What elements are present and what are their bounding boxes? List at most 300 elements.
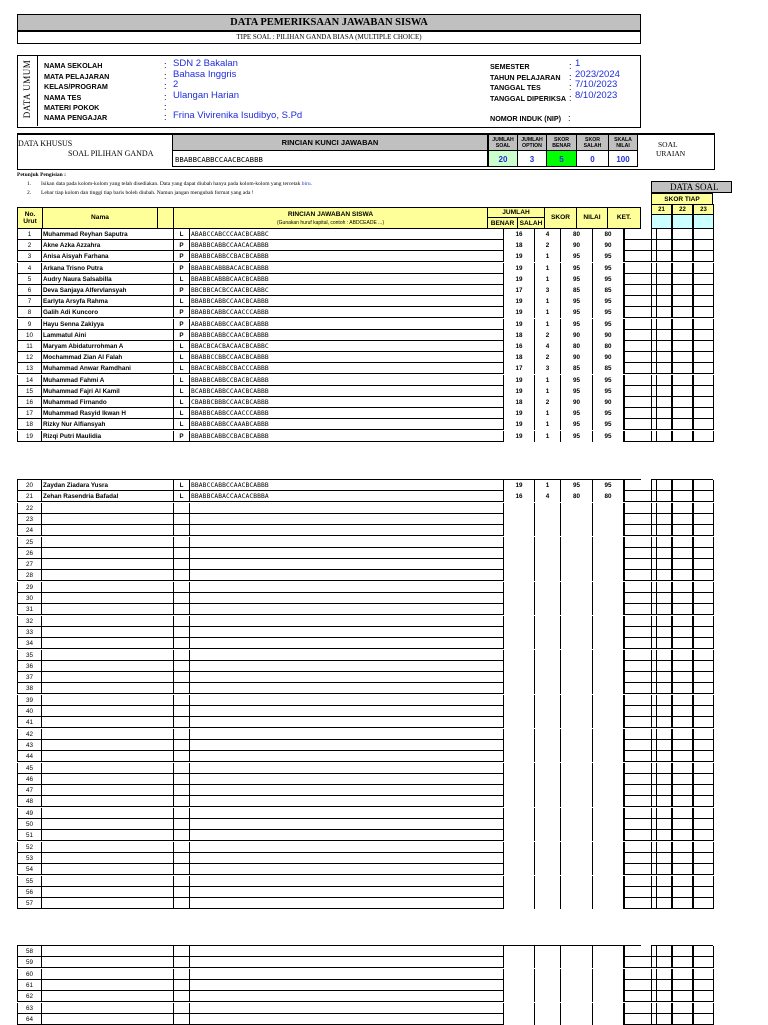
uraian-score-cell[interactable] bbox=[651, 419, 672, 430]
student-answers[interactable]: BBCBBCACBCCAACBCABBC bbox=[190, 285, 504, 296]
uraian-score-cell[interactable] bbox=[693, 661, 714, 672]
student-name[interactable]: Rizqi Putri Maulidia bbox=[42, 431, 174, 442]
uraian-score-cell[interactable] bbox=[693, 991, 714, 1002]
student-name[interactable]: Galih Adi Kuncoro bbox=[42, 307, 174, 318]
uraian-score-cell[interactable] bbox=[693, 397, 714, 408]
student-answers[interactable] bbox=[190, 808, 504, 819]
uraian-score-cell[interactable] bbox=[651, 898, 672, 909]
uraian-score-cell[interactable] bbox=[672, 419, 693, 430]
student-gender[interactable] bbox=[174, 514, 190, 525]
student-gender[interactable] bbox=[174, 946, 190, 957]
student-answers[interactable]: BBABBCABBCCBACBCABBB bbox=[190, 251, 504, 262]
uraian-score-cell[interactable] bbox=[672, 593, 693, 604]
student-gender[interactable]: L bbox=[174, 375, 190, 386]
uraian-score-cell[interactable] bbox=[651, 307, 672, 318]
uraian-score-cell[interactable] bbox=[672, 946, 693, 957]
uraian-score-cell[interactable] bbox=[693, 548, 714, 559]
uraian-score-cell[interactable] bbox=[672, 307, 693, 318]
student-gender[interactable]: L bbox=[174, 341, 190, 352]
uraian-score-cell[interactable] bbox=[672, 991, 693, 1002]
uraian-score-cell[interactable] bbox=[651, 514, 672, 525]
uraian-score-cell[interactable] bbox=[672, 480, 693, 491]
student-name[interactable] bbox=[42, 706, 174, 717]
student-answers[interactable] bbox=[190, 980, 504, 991]
student-name[interactable] bbox=[42, 991, 174, 1002]
student-gender[interactable] bbox=[174, 740, 190, 751]
uraian-score-cell[interactable] bbox=[651, 375, 672, 386]
uraian-score-cell[interactable] bbox=[693, 695, 714, 706]
student-gender[interactable] bbox=[174, 887, 190, 898]
uraian-score-cell[interactable] bbox=[651, 1003, 672, 1014]
student-name[interactable] bbox=[42, 627, 174, 638]
student-name[interactable] bbox=[42, 946, 174, 957]
uraian-score-cell[interactable] bbox=[672, 819, 693, 830]
student-gender[interactable] bbox=[174, 808, 190, 819]
student-name[interactable] bbox=[42, 1014, 174, 1025]
student-answers[interactable]: ABABBCABBCCAACBCABBB bbox=[190, 319, 504, 330]
uraian-score-cell[interactable] bbox=[693, 330, 714, 341]
uraian-score-cell[interactable] bbox=[651, 363, 672, 374]
student-gender[interactable] bbox=[174, 853, 190, 864]
uraian-score-cell[interactable] bbox=[651, 717, 672, 728]
student-answers[interactable] bbox=[190, 957, 504, 968]
uraian-score-cell[interactable] bbox=[672, 604, 693, 615]
uraian-score-cell[interactable] bbox=[672, 706, 693, 717]
student-answers[interactable]: CBABBCBBBCCAACBCABBB bbox=[190, 397, 504, 408]
uraian-score-cell[interactable] bbox=[693, 751, 714, 762]
student-answers[interactable]: BBABBCABACCAACACBBBA bbox=[190, 491, 504, 502]
uraian-score-cell[interactable] bbox=[693, 876, 714, 887]
khusus-col-value[interactable]: 0 bbox=[576, 150, 609, 167]
uraian-score-cell[interactable] bbox=[651, 957, 672, 968]
uraian-score-cell[interactable] bbox=[693, 341, 714, 352]
uraian-score-cell[interactable] bbox=[651, 548, 672, 559]
student-answers[interactable] bbox=[190, 627, 504, 638]
uraian-score-cell[interactable] bbox=[651, 274, 672, 285]
student-gender[interactable]: P bbox=[174, 330, 190, 341]
uraian-score-cell[interactable] bbox=[672, 1014, 693, 1025]
student-gender[interactable]: P bbox=[174, 251, 190, 262]
uraian-score-cell[interactable] bbox=[693, 296, 714, 307]
uraian-score-cell[interactable] bbox=[693, 819, 714, 830]
uraian-score-cell[interactable] bbox=[693, 887, 714, 898]
uraian-score-cell[interactable] bbox=[693, 853, 714, 864]
uraian-score-cell[interactable] bbox=[651, 864, 672, 875]
uraian-score-cell[interactable] bbox=[651, 503, 672, 514]
uraian-score-cell[interactable] bbox=[693, 969, 714, 980]
uraian-score-cell[interactable] bbox=[651, 525, 672, 536]
student-name[interactable]: Maryam Abidaturrohman A bbox=[42, 341, 174, 352]
uraian-score-cell[interactable] bbox=[693, 559, 714, 570]
student-gender[interactable] bbox=[174, 898, 190, 909]
student-name[interactable] bbox=[42, 808, 174, 819]
student-name[interactable]: Muhammad Firnando bbox=[42, 397, 174, 408]
uraian-score-cell[interactable] bbox=[651, 808, 672, 819]
uraian-score-cell[interactable] bbox=[651, 830, 672, 841]
student-gender[interactable]: P bbox=[174, 307, 190, 318]
student-answers[interactable]: BBABBCCBBCCAACBCABBB bbox=[190, 352, 504, 363]
uraian-score-cell[interactable] bbox=[672, 616, 693, 627]
student-name[interactable] bbox=[42, 842, 174, 853]
uraian-score-cell[interactable] bbox=[672, 274, 693, 285]
uraian-score-cell[interactable] bbox=[693, 491, 714, 502]
student-name[interactable] bbox=[42, 672, 174, 683]
student-answers[interactable] bbox=[190, 991, 504, 1002]
uraian-score-cell[interactable] bbox=[651, 319, 672, 330]
uraian-score-cell[interactable] bbox=[693, 431, 714, 442]
student-answers[interactable] bbox=[190, 706, 504, 717]
student-gender[interactable]: P bbox=[174, 431, 190, 442]
uraian-score-cell[interactable] bbox=[693, 830, 714, 841]
student-name[interactable]: Anisa Aisyah Farhana bbox=[42, 251, 174, 262]
uraian-score-cell[interactable] bbox=[672, 263, 693, 274]
uraian-score-cell[interactable] bbox=[693, 408, 714, 419]
student-answers[interactable] bbox=[190, 548, 504, 559]
student-answers[interactable] bbox=[190, 774, 504, 785]
uraian-score-cell[interactable] bbox=[672, 751, 693, 762]
student-answers[interactable] bbox=[190, 1014, 504, 1025]
uraian-score-cell[interactable] bbox=[693, 980, 714, 991]
khusus-col-value[interactable]: 100 bbox=[608, 150, 638, 167]
student-name[interactable]: Muhammad Fajri Al Kamil bbox=[42, 386, 174, 397]
uraian-score-cell[interactable] bbox=[651, 627, 672, 638]
uraian-score-cell[interactable] bbox=[651, 672, 672, 683]
uraian-score-cell[interactable] bbox=[672, 386, 693, 397]
student-gender[interactable]: L bbox=[174, 480, 190, 491]
student-gender[interactable] bbox=[174, 1003, 190, 1014]
student-gender[interactable]: L bbox=[174, 274, 190, 285]
student-answers[interactable] bbox=[190, 672, 504, 683]
uraian-score-cell[interactable] bbox=[693, 480, 714, 491]
uraian-score-cell[interactable] bbox=[651, 480, 672, 491]
uraian-score-cell[interactable] bbox=[672, 503, 693, 514]
uraian-score-cell[interactable] bbox=[693, 593, 714, 604]
student-gender[interactable]: L bbox=[174, 386, 190, 397]
student-name[interactable] bbox=[42, 638, 174, 649]
uraian-score-cell[interactable] bbox=[672, 548, 693, 559]
uraian-score-cell[interactable] bbox=[651, 604, 672, 615]
uraian-score-cell[interactable] bbox=[672, 774, 693, 785]
student-gender[interactable] bbox=[174, 876, 190, 887]
uraian-score-cell[interactable] bbox=[672, 650, 693, 661]
student-gender[interactable] bbox=[174, 717, 190, 728]
uraian-score-cell[interactable] bbox=[693, 650, 714, 661]
uraian-score-cell[interactable] bbox=[693, 808, 714, 819]
student-answers[interactable] bbox=[190, 593, 504, 604]
student-gender[interactable]: L bbox=[174, 419, 190, 430]
uraian-score-cell[interactable] bbox=[672, 672, 693, 683]
uraian-score-cell[interactable] bbox=[651, 661, 672, 672]
uraian-score-cell[interactable] bbox=[672, 729, 693, 740]
umum-field-value[interactable]: Frina Vivirenika Isudibyo, S.Pd bbox=[173, 110, 303, 121]
student-answers[interactable]: BBABBCABBCCAACBCABBB bbox=[190, 296, 504, 307]
student-answers[interactable] bbox=[190, 717, 504, 728]
student-answers[interactable]: BBABBCABBCCAACACABBB bbox=[190, 240, 504, 251]
uraian-score-cell[interactable] bbox=[693, 627, 714, 638]
student-gender[interactable] bbox=[174, 548, 190, 559]
student-name[interactable]: Audry Naura Salsabilla bbox=[42, 274, 174, 285]
uraian-score-cell[interactable] bbox=[693, 616, 714, 627]
student-answers[interactable]: BBACBCACBACAACBCABBC bbox=[190, 341, 504, 352]
umum-field-value[interactable]: 8/10/2023 bbox=[575, 90, 618, 101]
student-answers[interactable] bbox=[190, 525, 504, 536]
uraian-score-cell[interactable] bbox=[672, 683, 693, 694]
uraian-score-cell[interactable] bbox=[693, 796, 714, 807]
uraian-score-cell[interactable] bbox=[693, 763, 714, 774]
uraian-score-cell[interactable] bbox=[651, 740, 672, 751]
uraian-score-cell[interactable] bbox=[651, 980, 672, 991]
student-gender[interactable]: L bbox=[174, 296, 190, 307]
student-gender[interactable] bbox=[174, 969, 190, 980]
uraian-score-cell[interactable] bbox=[672, 661, 693, 672]
student-gender[interactable]: L bbox=[174, 229, 190, 240]
student-answers[interactable] bbox=[190, 604, 504, 615]
uraian-score-cell[interactable] bbox=[672, 853, 693, 864]
uraian-score-cell[interactable] bbox=[693, 375, 714, 386]
student-name[interactable] bbox=[42, 683, 174, 694]
uraian-score-cell[interactable] bbox=[651, 751, 672, 762]
student-name[interactable] bbox=[42, 830, 174, 841]
student-name[interactable] bbox=[42, 503, 174, 514]
uraian-score-cell[interactable] bbox=[672, 330, 693, 341]
student-name[interactable]: Muhammad Anwar Ramdhani bbox=[42, 363, 174, 374]
uraian-score-cell[interactable] bbox=[693, 683, 714, 694]
uraian-score-cell[interactable] bbox=[651, 285, 672, 296]
student-gender[interactable] bbox=[174, 763, 190, 774]
student-answers[interactable]: BCABBCABBCCAACBCABBB bbox=[190, 386, 504, 397]
student-gender[interactable] bbox=[174, 616, 190, 627]
student-gender[interactable] bbox=[174, 695, 190, 706]
uraian-score-cell[interactable] bbox=[672, 251, 693, 262]
uraian-score-cell[interactable] bbox=[651, 397, 672, 408]
student-gender[interactable] bbox=[174, 706, 190, 717]
umum-field-value[interactable]: 2023/2024 bbox=[575, 69, 620, 80]
uraian-score-cell[interactable] bbox=[693, 419, 714, 430]
uraian-score-cell[interactable] bbox=[693, 1014, 714, 1025]
kunci-jawaban-value[interactable]: BBABBCABBCCAACBCABBB bbox=[172, 150, 488, 167]
uraian-score-cell[interactable] bbox=[651, 593, 672, 604]
student-answers[interactable] bbox=[190, 946, 504, 957]
student-name[interactable] bbox=[42, 593, 174, 604]
student-answers[interactable] bbox=[190, 796, 504, 807]
uraian-score-cell[interactable] bbox=[672, 957, 693, 968]
uraian-score-cell[interactable] bbox=[651, 969, 672, 980]
student-name[interactable]: Akne Azka Azzahra bbox=[42, 240, 174, 251]
uraian-score-cell[interactable] bbox=[651, 229, 672, 240]
uraian-score-cell[interactable] bbox=[651, 570, 672, 581]
uraian-score-cell[interactable] bbox=[672, 887, 693, 898]
student-answers[interactable] bbox=[190, 887, 504, 898]
student-answers[interactable] bbox=[190, 559, 504, 570]
umum-field-value[interactable]: Ulangan Harian bbox=[173, 90, 240, 101]
uraian-score-cell[interactable] bbox=[693, 785, 714, 796]
student-gender[interactable]: P bbox=[174, 240, 190, 251]
uraian-score-cell[interactable] bbox=[672, 842, 693, 853]
uraian-score-cell[interactable] bbox=[651, 876, 672, 887]
uraian-score-cell[interactable] bbox=[651, 991, 672, 1002]
uraian-score-cell[interactable] bbox=[651, 785, 672, 796]
student-gender[interactable]: L bbox=[174, 397, 190, 408]
uraian-score-cell[interactable] bbox=[693, 740, 714, 751]
uraian-score-cell[interactable] bbox=[672, 717, 693, 728]
uraian-score-cell[interactable] bbox=[672, 352, 693, 363]
student-name[interactable]: Zaydan Ziadara Yusra bbox=[42, 480, 174, 491]
uraian-score-cell[interactable] bbox=[672, 695, 693, 706]
student-answers[interactable] bbox=[190, 785, 504, 796]
student-answers[interactable] bbox=[190, 763, 504, 774]
student-gender[interactable]: P bbox=[174, 263, 190, 274]
uraian-score-cell[interactable] bbox=[693, 525, 714, 536]
student-name[interactable] bbox=[42, 763, 174, 774]
student-gender[interactable]: P bbox=[174, 319, 190, 330]
uraian-score-cell[interactable] bbox=[651, 263, 672, 274]
student-name[interactable] bbox=[42, 729, 174, 740]
student-gender[interactable] bbox=[174, 1014, 190, 1025]
student-gender[interactable]: P bbox=[174, 285, 190, 296]
student-name[interactable] bbox=[42, 695, 174, 706]
uraian-score-cell[interactable] bbox=[672, 627, 693, 638]
student-gender[interactable] bbox=[174, 751, 190, 762]
student-gender[interactable] bbox=[174, 593, 190, 604]
student-gender[interactable] bbox=[174, 774, 190, 785]
student-gender[interactable] bbox=[174, 570, 190, 581]
uraian-score-cell[interactable] bbox=[651, 330, 672, 341]
uraian-score-cell[interactable] bbox=[651, 251, 672, 262]
student-gender[interactable] bbox=[174, 525, 190, 536]
student-gender[interactable] bbox=[174, 604, 190, 615]
uraian-score-cell[interactable] bbox=[672, 229, 693, 240]
student-name[interactable] bbox=[42, 1003, 174, 1014]
uraian-score-cell[interactable] bbox=[693, 842, 714, 853]
student-answers[interactable] bbox=[190, 740, 504, 751]
student-gender[interactable] bbox=[174, 582, 190, 593]
student-answers[interactable] bbox=[190, 842, 504, 853]
student-answers[interactable] bbox=[190, 969, 504, 980]
uraian-score-cell[interactable] bbox=[693, 274, 714, 285]
student-answers[interactable]: BBABBCABBCCAACBCABBB bbox=[190, 330, 504, 341]
uraian-score-cell[interactable] bbox=[651, 853, 672, 864]
student-name[interactable] bbox=[42, 537, 174, 548]
uraian-score-cell[interactable] bbox=[672, 785, 693, 796]
uraian-score-cell[interactable] bbox=[672, 582, 693, 593]
uraian-score-cell[interactable] bbox=[651, 408, 672, 419]
student-gender[interactable] bbox=[174, 819, 190, 830]
student-gender[interactable] bbox=[174, 537, 190, 548]
uraian-score-cell[interactable] bbox=[672, 491, 693, 502]
umum-field-value[interactable]: 7/10/2023 bbox=[575, 79, 618, 90]
student-answers[interactable]: ABABCCABCCCAACBCABBC bbox=[190, 229, 504, 240]
uraian-score-cell[interactable] bbox=[651, 616, 672, 627]
uraian-score-cell[interactable] bbox=[693, 240, 714, 251]
student-name[interactable] bbox=[42, 616, 174, 627]
student-gender[interactable] bbox=[174, 980, 190, 991]
uraian-score-cell[interactable] bbox=[693, 285, 714, 296]
student-answers[interactable]: BBACBCABBCCBACCCABBB bbox=[190, 363, 504, 374]
uraian-score-cell[interactable] bbox=[672, 638, 693, 649]
student-name[interactable] bbox=[42, 887, 174, 898]
uraian-score-cell[interactable] bbox=[651, 341, 672, 352]
student-name[interactable]: Deva Sanjaya Alfervlansyah bbox=[42, 285, 174, 296]
student-answers[interactable] bbox=[190, 830, 504, 841]
student-name[interactable] bbox=[42, 864, 174, 875]
student-answers[interactable]: BBABBCABBCCBACBCABBB bbox=[190, 431, 504, 442]
student-name[interactable] bbox=[42, 717, 174, 728]
uraian-score-cell[interactable] bbox=[672, 397, 693, 408]
student-name[interactable] bbox=[42, 559, 174, 570]
uraian-score-cell[interactable] bbox=[672, 559, 693, 570]
khusus-col-value[interactable]: 20 bbox=[488, 150, 518, 167]
student-gender[interactable]: L bbox=[174, 408, 190, 419]
student-answers[interactable] bbox=[190, 661, 504, 672]
uraian-skor-input[interactable] bbox=[672, 214, 693, 229]
student-name[interactable]: Arkana Trisno Putra bbox=[42, 263, 174, 274]
uraian-score-cell[interactable] bbox=[693, 514, 714, 525]
student-gender[interactable] bbox=[174, 503, 190, 514]
uraian-score-cell[interactable] bbox=[651, 796, 672, 807]
uraian-score-cell[interactable] bbox=[651, 296, 672, 307]
uraian-score-cell[interactable] bbox=[672, 969, 693, 980]
student-answers[interactable]: BBABBCABBCCAAABCABBB bbox=[190, 419, 504, 430]
uraian-score-cell[interactable] bbox=[651, 352, 672, 363]
uraian-score-cell[interactable] bbox=[651, 240, 672, 251]
student-name[interactable] bbox=[42, 525, 174, 536]
student-name[interactable] bbox=[42, 604, 174, 615]
student-answers[interactable]: BBABCCABBCCAACBCABBB bbox=[190, 480, 504, 491]
student-gender[interactable] bbox=[174, 785, 190, 796]
student-gender[interactable] bbox=[174, 672, 190, 683]
uraian-score-cell[interactable] bbox=[651, 706, 672, 717]
student-gender[interactable] bbox=[174, 842, 190, 853]
student-answers[interactable] bbox=[190, 503, 504, 514]
uraian-score-cell[interactable] bbox=[693, 229, 714, 240]
uraian-skor-input[interactable] bbox=[693, 214, 714, 229]
umum-field-value[interactable]: 2 bbox=[173, 79, 179, 90]
uraian-score-cell[interactable] bbox=[651, 763, 672, 774]
uraian-score-cell[interactable] bbox=[651, 842, 672, 853]
student-name[interactable] bbox=[42, 570, 174, 581]
student-name[interactable]: Earlyta Arsyfa Rahma bbox=[42, 296, 174, 307]
uraian-score-cell[interactable] bbox=[651, 1014, 672, 1025]
uraian-score-cell[interactable] bbox=[651, 774, 672, 785]
uraian-score-cell[interactable] bbox=[693, 898, 714, 909]
uraian-score-cell[interactable] bbox=[693, 604, 714, 615]
student-name[interactable] bbox=[42, 740, 174, 751]
uraian-score-cell[interactable] bbox=[672, 341, 693, 352]
student-name[interactable]: Hayu Senna Zakiyya bbox=[42, 319, 174, 330]
uraian-score-cell[interactable] bbox=[693, 352, 714, 363]
uraian-score-cell[interactable] bbox=[672, 898, 693, 909]
uraian-score-cell[interactable] bbox=[693, 729, 714, 740]
uraian-score-cell[interactable] bbox=[651, 729, 672, 740]
student-name[interactable]: Zehan Rasendria Bafadal bbox=[42, 491, 174, 502]
student-answers[interactable] bbox=[190, 570, 504, 581]
uraian-score-cell[interactable] bbox=[693, 263, 714, 274]
uraian-score-cell[interactable] bbox=[672, 763, 693, 774]
student-gender[interactable]: L bbox=[174, 491, 190, 502]
uraian-score-cell[interactable] bbox=[672, 980, 693, 991]
uraian-score-cell[interactable] bbox=[693, 386, 714, 397]
uraian-score-cell[interactable] bbox=[693, 946, 714, 957]
uraian-score-cell[interactable] bbox=[672, 796, 693, 807]
student-answers[interactable] bbox=[190, 616, 504, 627]
uraian-score-cell[interactable] bbox=[672, 408, 693, 419]
student-name[interactable]: Muhammad Reyhan Saputra bbox=[42, 229, 174, 240]
student-name[interactable] bbox=[42, 751, 174, 762]
student-name[interactable] bbox=[42, 898, 174, 909]
student-answers[interactable] bbox=[190, 729, 504, 740]
student-answers[interactable]: BBABBCABBCCBACBCABBB bbox=[190, 375, 504, 386]
uraian-score-cell[interactable] bbox=[693, 537, 714, 548]
